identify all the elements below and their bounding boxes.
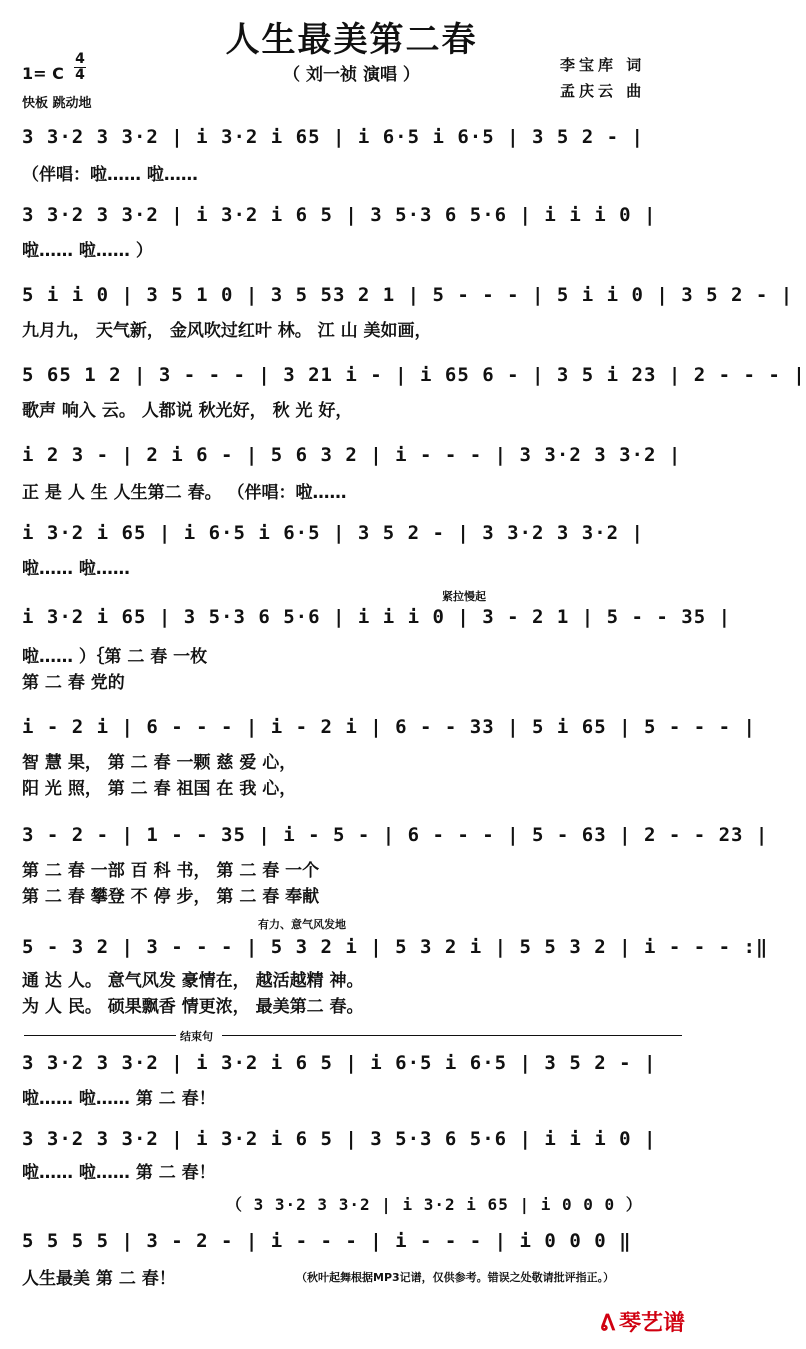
system-10-notes: 5 - 3 2 | 3 - - - | 5 3 2 i | 5 3 2 i | 5 5 3 2 | i - - - :‖ bbox=[22, 936, 769, 958]
tempo-marking: 快板 跳动地 bbox=[22, 96, 92, 111]
system-6-notes: i 3·2 i 65 | i 6·5 i 6·5 | 3 5 2 - | 3 3·2 3 3·2 | bbox=[22, 522, 644, 544]
system-13-lyrics: 人生最美 第 二 春！ bbox=[22, 1269, 176, 1289]
system-2-notes: 3 3·2 3 3·2 | i 3·2 i 6 5 | 3 5·3 6 5·6 | i i i 0 | bbox=[22, 204, 657, 226]
system-12-lyrics: 啦…… 啦…… 第 二 春！ bbox=[22, 1163, 216, 1183]
system-5-lyrics: 正 是 人 生 人生第二 春。 （伴唱：啦…… bbox=[22, 483, 347, 503]
system-11-notes: 3 3·2 3 3·2 | i 3·2 i 6 5 | i 6·5 i 6·5 | 3 5 2 - | bbox=[22, 1052, 657, 1074]
system-12-notes: 3 3·2 3 3·2 | i 3·2 i 6 5 | 3 5·3 6 5·6 | i i i 0 | bbox=[22, 1128, 657, 1150]
time-signature-bottom: 4 bbox=[75, 67, 85, 83]
page-title: 人生最美第二春 bbox=[225, 20, 478, 60]
system-4-lyrics: 歌声 响入 云。 人都说 秋光好， 秋 光 好， bbox=[22, 401, 353, 421]
system-5-notes: i 2 3 - | 2 i 6 - | 5 6 3 2 | i - - - | 3 3·2 3 3·2 | bbox=[22, 444, 682, 466]
system-9-lyrics-verse-2: 第 二 春 攀登 不 停 步， 第 二 春 奉献 bbox=[22, 887, 320, 907]
coda-accompaniment: （ 3 3·2 3 3·2 | i 3·2 i 65 | i 0 0 0 ） bbox=[226, 1195, 643, 1214]
slow-pull-annotation: 紧拉慢起 bbox=[442, 590, 486, 603]
system-3-notes: 5 i i 0 | 3 5 1 0 | 3 5 53 2 1 | 5 - - - | 5 i i 0 | 3 5 2 - | bbox=[22, 284, 794, 306]
forceful-annotation: 有力、意气风发地 bbox=[258, 918, 346, 931]
key-signature: 1= C bbox=[22, 64, 64, 83]
system-8-lyrics-verse-1: 智 慧 果， 第 二 春 一颗 慈 爱 心， bbox=[22, 753, 297, 773]
system-7-lyrics-verse-2: 第 二 春 党的 bbox=[22, 673, 125, 693]
time-signature-top: 4 bbox=[75, 51, 85, 67]
brand-name: 琴艺谱 bbox=[618, 1311, 685, 1336]
ending-phrase-line-right bbox=[222, 1035, 682, 1036]
system-2-lyrics: 啦…… 啦…… ） bbox=[22, 241, 153, 261]
lyricist-credit: 李宝库 词 bbox=[560, 56, 646, 74]
system-8-lyrics-verse-2: 阳 光 照， 第 二 春 祖国 在 我 心， bbox=[22, 779, 297, 799]
ending-phrase-line-left bbox=[24, 1035, 176, 1036]
ending-phrase-annotation: 结束句 bbox=[180, 1030, 213, 1043]
system-4-notes: 5 65 1 2 | 3 - - - | 3 21 i - | i 65 6 - | 3 5 i 23 | 2 - - - | bbox=[22, 364, 806, 386]
system-11-lyrics: 啦…… 啦…… 第 二 春！ bbox=[22, 1089, 216, 1109]
system-13-notes: 5 5 5 5 | 3 - 2 - | i - - - | i - - - | i 0 0 0 ‖ bbox=[22, 1230, 632, 1252]
performer-subtitle: （ 刘一祯 演唱 ） bbox=[283, 65, 420, 85]
system-7-lyrics-verse-1: 啦…… ）｛第 二 春 一枚 bbox=[22, 647, 208, 667]
composer-credit: 孟庆云 曲 bbox=[560, 82, 646, 100]
transcription-note: （秋叶起舞根据MP3记谱，仅供参考。错误之处敬请批评指正。） bbox=[296, 1271, 615, 1284]
system-1-notes: 3 3·2 3 3·2 | i 3·2 i 65 | i 6·5 i 6·5 | 3 5 2 - | bbox=[22, 126, 644, 148]
system-9-notes: 3 - 2 - | 1 - - 35 | i - 5 - | 6 - - - | 5 - 63 | 2 - - 23 | bbox=[22, 824, 769, 846]
system-9-lyrics-verse-1: 第 二 春 一部 百 科 书， 第 二 春 一个 bbox=[22, 861, 320, 881]
brand-mark-icon: ᕕ bbox=[599, 1310, 615, 1336]
system-6-lyrics: 啦…… 啦…… bbox=[22, 559, 130, 579]
brand-logo bbox=[600, 1306, 685, 1337]
system-8-notes: i - 2 i | 6 - - - | i - 2 i | 6 - - 33 | 5 i 65 | 5 - - - | bbox=[22, 716, 756, 738]
system-10-lyrics-verse-1: 通 达 人。 意气风发 豪情在， 越活越精 神。 bbox=[22, 971, 364, 991]
system-1-lyrics: （伴唱：啦…… 啦…… bbox=[22, 165, 198, 185]
system-7-notes: i 3·2 i 65 | 3 5·3 6 5·6 | i i i 0 | 3 - 2 1 | 5 - - 35 | bbox=[22, 606, 732, 628]
system-3-lyrics: 九月九， 天气新， 金风吹过红叶 林。 江 山 美如画， bbox=[22, 321, 432, 341]
time-signature bbox=[74, 52, 86, 83]
system-10-lyrics-verse-2: 为 人 民。 硕果飘香 情更浓， 最美第二 春。 bbox=[22, 997, 364, 1017]
